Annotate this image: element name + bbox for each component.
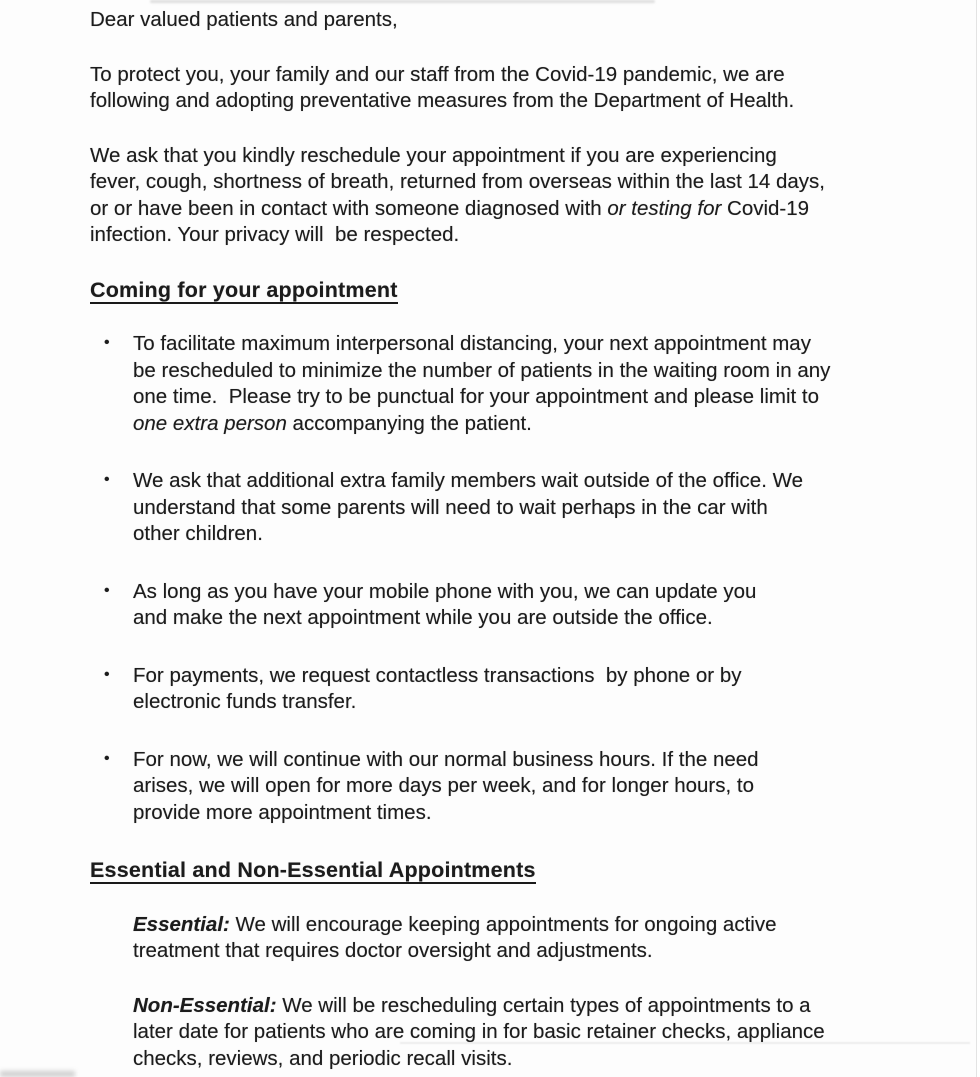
page-right-edge: [976, 0, 980, 1077]
scan-artifact-corner: [0, 1071, 75, 1077]
bullet-item-business-hours: • For now, we will continue with our normal business hours. If the need arises, we will open for more days per week, and for longer hours, to provide more appointment times.: [104, 747, 759, 824]
non-essential-paragraph: Non-Essential: We will be rescheduling certain types of appointments to a later date for patients who are coming in for basic retainer checks, appliance checks, reviews, and periodic recall visits.: [133, 993, 825, 1070]
non-essential-label: Non-Essential:: [133, 993, 277, 1017]
bullet-icon: •: [104, 334, 110, 351]
bullet-icon: •: [104, 665, 110, 683]
bullet-icon: •: [104, 749, 110, 767]
essential-paragraph: Essential: We will encourage keeping appointments for ongoing active treatment that requires doctor oversight and adjustments.: [133, 912, 777, 962]
bullet-item-family-wait-outside: • We ask that additional extra family members wait outside of the office. We understand that some parents will need to wait perhaps in the car with other children.: [104, 469, 803, 545]
heading-coming-for-appointment: [90, 277, 920, 304]
bullet-item-mobile-phone: • As long as you have your mobile phone with you, we can update you and make the next appointment while you are outside the office.: [104, 579, 757, 629]
bullet-list: [90, 331, 920, 826]
salutation: [90, 7, 920, 34]
heading-essential-appointments: [90, 857, 920, 884]
reschedule-paragraph: We ask that you kindly reschedule your appointment if you are experiencing fever, cough, shortness of breath, returned from overseas within the last 14 days, or or have been in contact with someone diagnosed with or testing for Covid-19 infection. Your privacy will be respected.: [90, 143, 825, 246]
bullet-item-payments: • For payments, we request contactless transactions by phone or by electronic funds transfer.: [104, 663, 742, 713]
essential-label: Essential:: [133, 912, 230, 936]
italic-one-extra-person: one extra person: [133, 411, 287, 435]
salutation-text: Dear valued patients and parents,: [90, 8, 398, 31]
heading-essential-text: Essential and Non-Essential Appointments: [90, 858, 536, 882]
scan-artifact-top: [150, 0, 655, 3]
bullet-icon: •: [104, 581, 110, 599]
intro-paragraph: To protect you, your family and our staff from the Covid-19 pandemic, we are following and adopting preventative measures from the Department of Health.: [90, 62, 795, 112]
italic-or-testing-for: or testing for: [607, 196, 722, 220]
bullet-item-distancing: • To facilitate maximum interpersonal distancing, your next appointment may be rescheduled to minimize the number of patients in the waiting room in any one time. Please try to be punctual for your appointment and please limit to one extra person accompanying the patient.: [104, 332, 831, 435]
bullet-icon: •: [104, 471, 110, 488]
scan-artifact-bottom-streak: [400, 1042, 970, 1044]
heading-coming-text: Coming for your appointment: [90, 277, 398, 302]
